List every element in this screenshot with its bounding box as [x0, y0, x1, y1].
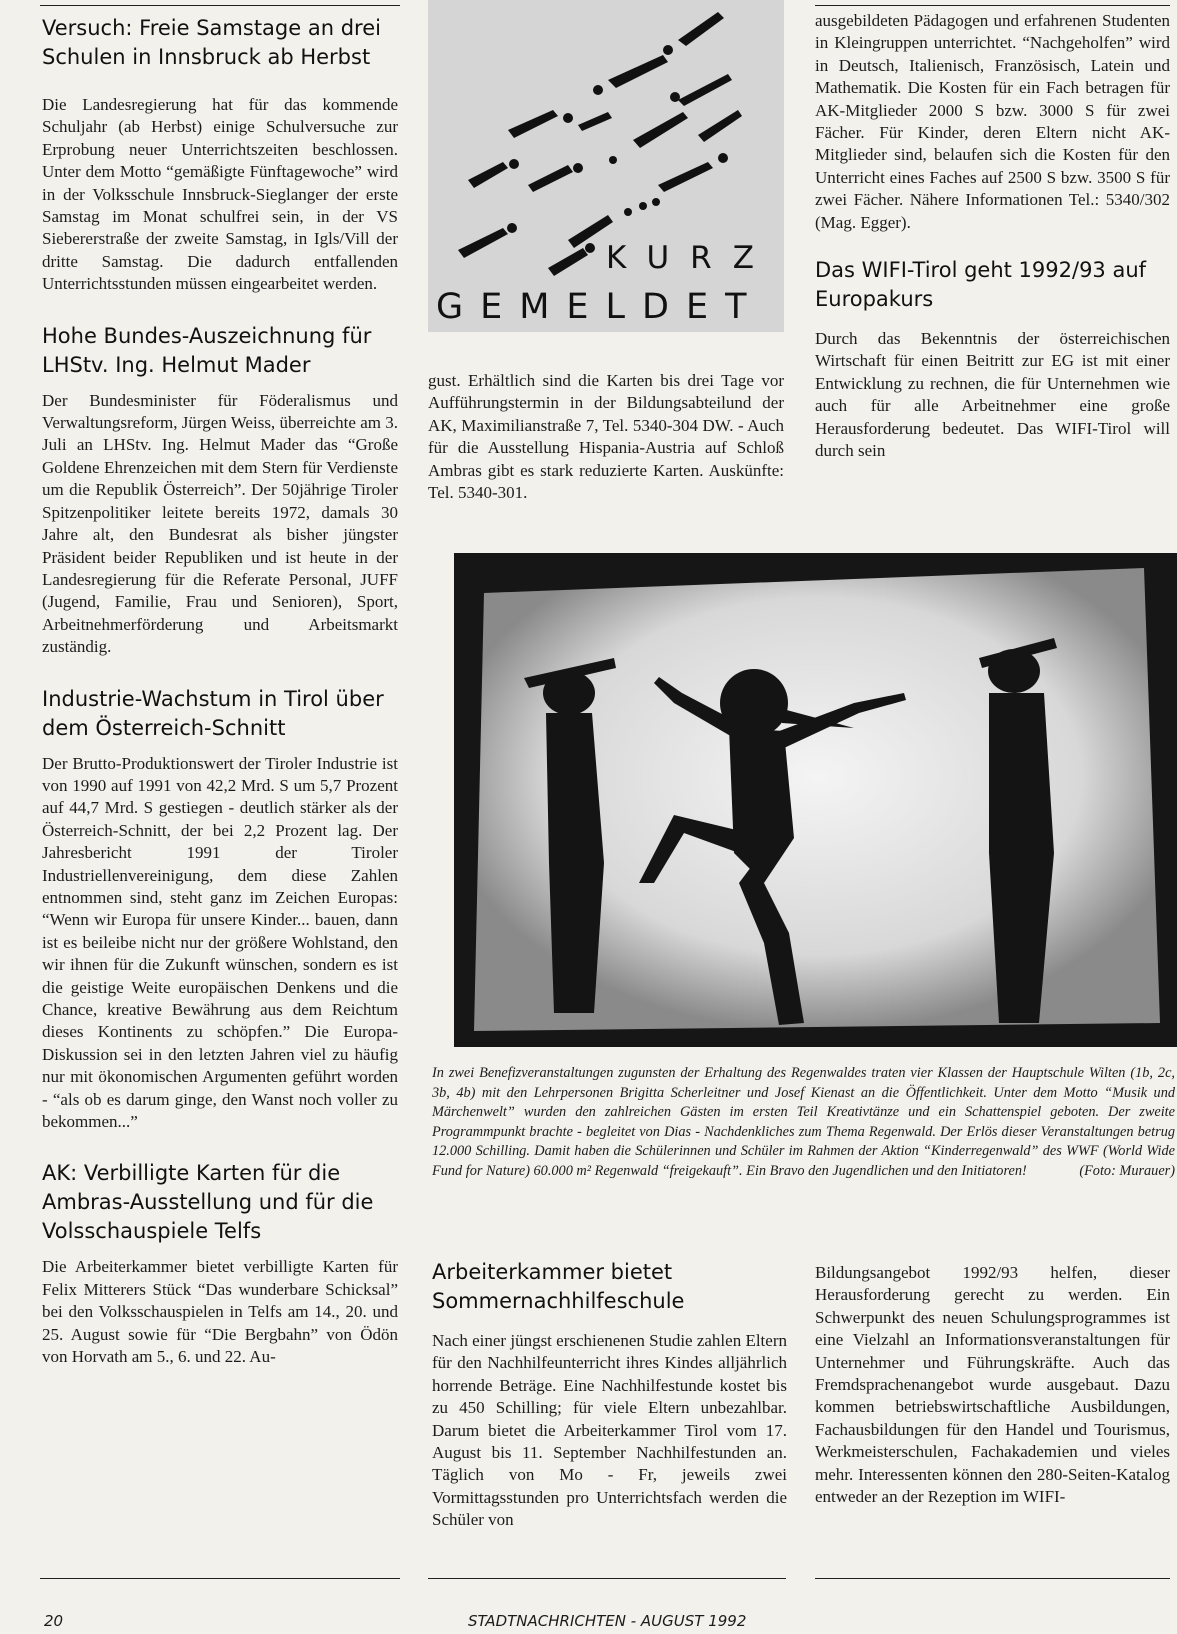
middle-bottom-column — [432, 1258, 787, 1532]
article-continuation: Bildungsangebot 1992/93 helfen, dieser Herausforderung gerecht zu werden. Ein Schwerpunkt des neuen Schulungsprogrammes ist eine Vielzahl an Informationsveranstaltungen für Unternehmer und Führungskräfte. Auch das Fremdsprachenangebot wurde ausgebaut. Dazu kommen betriebswirtschaftliche Ausbildungen, Fachausbildungen für den Handel und Tourismus, Werkmeisterschulen, Fachakademien und vieles mehr. Interessenten können den 280-Seiten-Katalog entweder an der Rezeption im WIFI- — [815, 1263, 1170, 1507]
bottom-rule-middle — [428, 1578, 786, 1579]
logo-word-kurz: KURZ — [606, 240, 775, 276]
publication-line: STADTNACHRICHTEN - AUGUST 1992 — [468, 1612, 747, 1630]
photo-caption — [432, 1064, 1175, 1182]
article-body: Die Landesregierung hat für das kommende Schuljahr (ab Herbst) einige Schulversuche zur Erprobung neuer Unterrichtszeiten beschlossen. Unter dem Motto “gemäßigte Fünftagewoche” wird in der Volksschule Innsbruck-Sieglanger der erste Samstag im Monat schulfrei sein, in der VS Siebererstraße der zweite Samstag, in Igls/Vill der dritte Samstag. Die dadurch entfallenden Unterrichtsstunden müssen eingearbeitet werden. — [42, 95, 398, 294]
photo-credit: (Foto: Murauer) — [1079, 1162, 1175, 1179]
article-title: Hohe Bundes-Auszeichnung für LHStv. Ing. Helmut Mader — [42, 323, 372, 377]
article-freie-samstage — [42, 14, 398, 296]
article-title: Arbeiterkammer bietet Sommernachhilfeschule — [432, 1260, 685, 1313]
bottom-rule-left — [40, 1578, 400, 1579]
article-continuation: ausgebildeten Pädagogen und erfahrenen Studenten in Kleingruppen unterrichtet. “Nachgeholfen” wird in Deutsch, Italienisch, Französisch, Latein und Mathematik. Die Kosten für ein Fach betragen für AK-Mitglieder 2000 S bzw. 3000 S für zwei Fächer. Für Kinder, deren Eltern nicht AK-Mitglieder sind, belaufen sich die Kosten für den Unterricht eines Faches auf 2500 S bzw. 3500 S für zwei Fächer. Nähere Informationen Tel.: 5340/302 (Mag. Egger). — [815, 11, 1170, 232]
article-body: Nach einer jüngst erschienenen Studie zahlen Eltern für den Nachhilfeunterricht ihres Kindes alljährlich horrende Beträge. Eine Nachhilfestunde kostet bis zu 450 Schilling; für viele Eltern unbezahlbar. Darum bietet die Arbeiterkammer Tirol vom 17. August bis 11. September Nachhilfestunden an. Täglich von Mo - Fr, jeweils zwei Vormittagsstunden pro Unterrichtsfach werden die Schüler von — [432, 1331, 787, 1530]
article-title: Das WIFI-Tirol geht 1992/93 auf Europakurs — [815, 258, 1147, 312]
right-top-column — [815, 10, 1170, 463]
middle-top-column — [428, 370, 784, 504]
article-title: AK: Verbilligte Karten für die Ambras-Ausstellung und für die Volsschauspiele Telfs — [42, 1161, 374, 1244]
top-rule-right — [815, 5, 1170, 6]
article-body: Durch das Bekenntnis der österreichischen Wirtschaft für einen Beitritt zur EG ist mit einer Entwicklung zu rechnen, die für Unternehmen wie auch für alle Arbeitnehmer eine große Herausforderung bedeutet. Das WIFI-Tirol will durch sein — [815, 329, 1170, 461]
caption-text: In zwei Benefizveranstaltungen zugunsten der Erhaltung des Regenwaldes traten vier Klassen der Hauptschule Wilten (1b, 2c, 3b, 4b) mit den Lehrpersonen Brigitta Scherleitner und Josef Kienast an die Öffentlichkeit. Unter dem Motto “Musik und Märchenwelt” wurden den zahlreichen Gästen im ersten Teil Kreativtänze und ein Schattenspiel geboten. Der zweite Programmpunkt brachte - begleitet von Dias - Nachdenkliches zum Thema Regenwald. Der Erlös dieser Veranstaltungen betrug 12.000 Schilling. Damit haben die Schülerinnen und Schüler im Rahmen der Aktion “Kinderregenwald” des WWF (World Wide Fund for Nature) 60.000 m² Regenwald “freigekauft”. Ein Bravo den Jugendlichen und den Initiatoren! — [432, 1065, 1175, 1179]
article-body: Der Brutto-Produktionswert der Tiroler Industrie ist von 1990 auf 1991 von 42,2 Mrd. S um 5,7 Prozent auf 44,7 Mrd. S gestiegen - deutlich stärker als der Österreich-Schnitt, der bei 2,2 Prozent lag. Der Jahresbericht 1991 der Tiroler Industriellenvereinigung, dem diese Zahlen entnommen sind, steht ganz im Zeichen Europas: “Wenn wir Europa für unsere Kinder... bauen, dann ist es beileibe nicht nur der größere Wohlstand, den wir ihnen für die Zukunft wünschen, sondern es ist die geistige Weite europäischen Denkens und die Chance, kreative Bewährung aus dem Reichtum dieses Kontinents zu schöpfen.” Die Europa-Diskussion sei in den letzten Jahren viel zu häufig nur mit ökonomischen Argumenten geführt worden - “als ob es darum ginge, den Wanst noch voller zu bekommen...” — [42, 753, 398, 1132]
article-title: Industrie-Wachstum in Tirol über dem Österreich-Schnitt — [42, 686, 384, 740]
top-rule-left — [40, 5, 400, 6]
right-bottom-column — [815, 1262, 1170, 1508]
article-body: Die Arbeiterkammer bietet verbilligte Karten für Felix Mitterers Stück “Das wunderbare Schicksal” bei den Volksschauspielen in Telfs am 14., 20. und 25. August sowie für “Die Bergbahn” von Ödön von Horvath am 5., 6. und 22. Au- — [42, 1257, 398, 1367]
article-title: Versuch: Freie Samstage an drei Schulen in Innsbruck ab Herbst — [42, 16, 381, 69]
shadow-play-image — [454, 553, 1177, 1047]
page-number: 20 — [44, 1612, 64, 1630]
shadow-play-photo — [454, 553, 1177, 1047]
kurz-gemeldet-logo — [428, 0, 784, 332]
article-industrie-wachstum — [42, 685, 398, 1134]
logo-word-gemeldet: GEMELDET — [436, 287, 764, 327]
article-bundes-auszeichnung — [42, 322, 398, 659]
left-column — [42, 14, 398, 1388]
article-body: Der Bundesminister für Föderalismus und Verwaltungsreform, Jürgen Weiss, überreichte am 3. Juli an LHStv. Ing. Helmut Mader das “Große Goldene Ehrenzeichen mit dem Stern für Verdienste um die Republik Österreich”. Der 50jährige Tiroler Spitzenpolitiker leitete bereits 1972, damals 30 Jahre alt, den Bundesrat als bisher jüngster Präsident beider Republiken und ist heute in der Landesregierung für die Referate Personal, JUFF (Jugend, Familie, Frau und Senioren), Sport, Arbeitnehmerförderung und Arbeitsmarkt zuständig. — [42, 390, 398, 657]
bottom-rule-right — [815, 1578, 1170, 1579]
article-ak-karten — [42, 1159, 398, 1368]
article-continuation: gust. Erhältlich sind die Karten bis drei Tage vor Aufführungstermin in der Bildungsabteilund der AK, Maximilianstraße 7, Tel. 5340-304 DW. - Auch für die Ausstellung Hispania-Austria auf Schloß Ambras gibt es stark reduzierte Karten. Auskünfte: Tel. 5340-301. — [428, 371, 784, 503]
comet-streaks-graphic — [428, 0, 784, 332]
